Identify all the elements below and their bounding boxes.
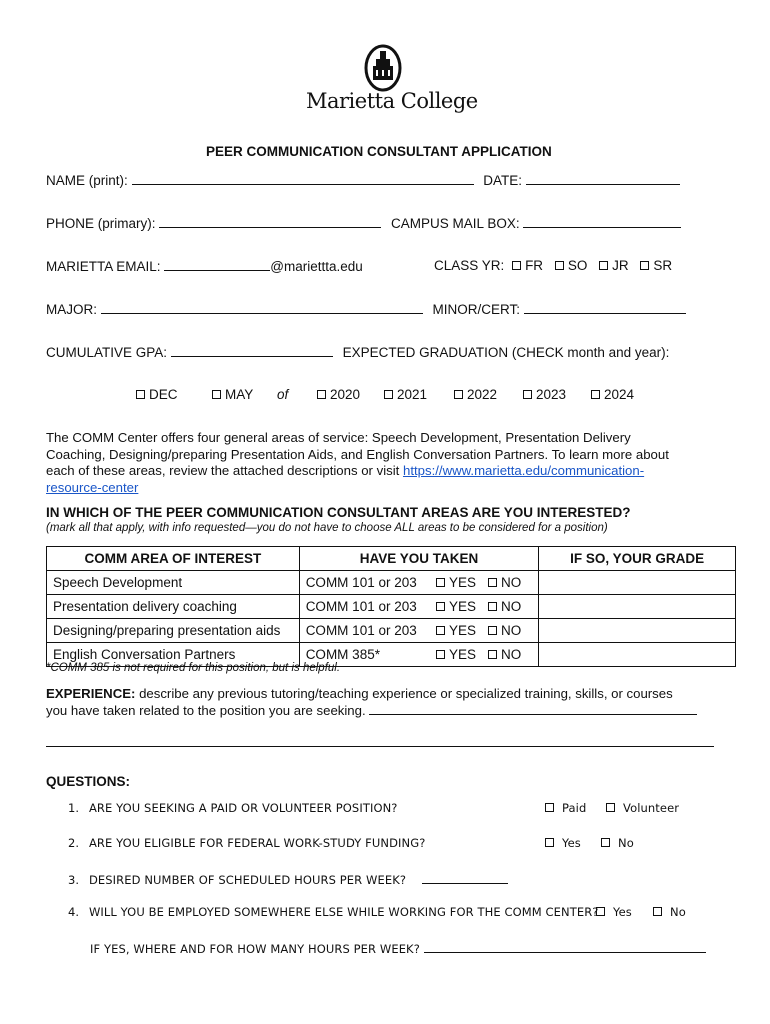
- checkbox-icon: [488, 602, 497, 611]
- date-field[interactable]: [526, 172, 680, 185]
- table-row: [47, 595, 736, 619]
- checkbox-icon: [555, 261, 564, 270]
- mailbox-label: CAMPUS MAIL BOX:: [391, 216, 520, 231]
- checkbox-icon: [488, 626, 497, 635]
- yes-no-cell: [430, 571, 539, 595]
- date-label: DATE:: [483, 173, 523, 188]
- checkbox-icon: [454, 390, 463, 399]
- yes-option[interactable]: YES: [436, 623, 476, 638]
- checkbox-icon: [317, 390, 326, 399]
- question-4: [68, 905, 599, 919]
- experience-text: describe any previous tutoring/teaching experience or specialized training, skills, or courses: [135, 686, 673, 701]
- yes-option[interactable]: YES: [436, 599, 476, 614]
- question-number: 3.: [68, 873, 80, 887]
- checkbox-icon: [436, 650, 445, 659]
- interest-table: [46, 546, 736, 667]
- yes-no-cell: [430, 619, 539, 643]
- experience-label: EXPERIENCE:: [46, 686, 136, 701]
- table-footnote: *COMM 385 is not required for this position, but is helpful.: [46, 662, 341, 674]
- question-number: 1.: [68, 801, 80, 815]
- class-year-group: [434, 258, 672, 273]
- class-year-label: CLASS YR:: [434, 258, 505, 273]
- area-cell: Presentation delivery coaching: [47, 595, 300, 619]
- area-cell: Designing/preparing presentation aids: [47, 619, 300, 643]
- class-sr-option[interactable]: SR: [640, 258, 672, 273]
- phone-row: [46, 215, 681, 231]
- intro-paragraph: [46, 430, 669, 496]
- grade-cell[interactable]: [539, 571, 736, 595]
- month-dec-option[interactable]: DEC: [136, 387, 178, 402]
- college-logo: [300, 44, 478, 116]
- month-may-option[interactable]: MAY: [212, 387, 253, 402]
- question-text: ARE YOU ELIGIBLE FOR FEDERAL WORK-STUDY FUNDING?: [88, 836, 426, 850]
- question-text: DESIRED NUMBER OF SCHEDULED HOURS PER WEEK?: [88, 873, 407, 887]
- checkbox-icon: [488, 650, 497, 659]
- major-label: MAJOR:: [46, 302, 98, 317]
- question-1: [68, 801, 398, 815]
- grade-cell[interactable]: [539, 595, 736, 619]
- other-job-yes-option[interactable]: Yes: [596, 905, 632, 919]
- class-jr-option[interactable]: JR: [599, 258, 629, 273]
- checkbox-icon: [640, 261, 649, 270]
- checkbox-icon: [591, 390, 600, 399]
- checkbox-icon: [545, 838, 554, 847]
- question-4-followup: [90, 940, 706, 956]
- checkbox-icon: [512, 261, 521, 270]
- yes-no-cell: [430, 643, 539, 667]
- table-header-row: [47, 547, 736, 571]
- questions-heading: QUESTIONS:: [46, 774, 131, 789]
- checkbox-icon: [136, 390, 145, 399]
- mailbox-field[interactable]: [523, 215, 681, 228]
- intro-line-2: Coaching, Designing/preparing Presentation Aids, and English Conversation Partners. To learn more about: [46, 446, 669, 462]
- experience-block: [46, 685, 697, 719]
- graduation-label: EXPECTED GRADUATION (CHECK month and year):: [342, 345, 670, 360]
- checkbox-icon: [488, 578, 497, 587]
- checkbox-icon: [384, 390, 393, 399]
- gpa-label: CUMULATIVE GPA:: [46, 345, 168, 360]
- year-2023-option[interactable]: 2023: [523, 387, 566, 402]
- year-2024-option[interactable]: 2024: [591, 387, 634, 402]
- course-cell: COMM 101 or 203: [299, 571, 430, 595]
- experience-field[interactable]: [369, 702, 697, 715]
- column-header-grade: IF SO, YOUR GRADE: [539, 547, 736, 571]
- major-row: [46, 301, 686, 317]
- email-domain: @mariettta.edu: [270, 259, 363, 274]
- gpa-field[interactable]: [171, 344, 333, 357]
- checkbox-icon: [523, 390, 532, 399]
- question-text: ARE YOU SEEKING A PAID OR VOLUNTEER POSITION?: [88, 801, 398, 815]
- question-number: 2.: [68, 836, 80, 850]
- intro-line-1: The COMM Center offers four general areas of service: Speech Development, Presentation Delivery: [46, 430, 631, 445]
- checkbox-icon: [606, 803, 615, 812]
- year-2021-option[interactable]: 2021: [384, 387, 427, 402]
- email-label: MARIETTA EMAIL:: [46, 259, 161, 274]
- email-field[interactable]: [164, 258, 270, 271]
- intro-line-3: each of these areas, review the attached descriptions or visit: [46, 463, 403, 478]
- no-option[interactable]: NO: [488, 647, 521, 662]
- hours-field[interactable]: [422, 871, 508, 884]
- of-word: of: [277, 387, 289, 402]
- class-so-option[interactable]: SO: [555, 258, 588, 273]
- course-cell: COMM 385*: [299, 643, 430, 667]
- course-cell: COMM 101 or 203: [299, 619, 430, 643]
- yes-option[interactable]: YES: [436, 575, 476, 590]
- email-row: [46, 258, 363, 274]
- comm-center-link-continued[interactable]: resource-center: [46, 479, 139, 495]
- phone-label: PHONE (primary):: [46, 216, 156, 231]
- minor-label: MINOR/CERT:: [432, 302, 521, 317]
- table-row: [47, 571, 736, 595]
- question-2: [68, 836, 425, 850]
- column-header-taken: HAVE YOU TAKEN: [299, 547, 539, 571]
- other-job-no-option[interactable]: No: [653, 905, 686, 919]
- no-option[interactable]: NO: [488, 575, 521, 590]
- checkbox-icon: [599, 261, 608, 270]
- table-row: [47, 619, 736, 643]
- grade-cell[interactable]: [539, 643, 736, 667]
- experience-field-line-2[interactable]: [46, 734, 714, 747]
- interest-subheading: (mark all that apply, with info requested—you do not have to choose ALL areas to be considered for a position): [46, 522, 608, 534]
- work-study-no-option[interactable]: No: [601, 836, 634, 850]
- question-number: 4.: [68, 905, 80, 919]
- checkbox-icon: [436, 626, 445, 635]
- column-header-area: COMM AREA OF INTEREST: [47, 547, 300, 571]
- area-cell: English Conversation Partners: [47, 643, 300, 667]
- year-2022-option[interactable]: 2022: [454, 387, 497, 402]
- checkbox-icon: [596, 907, 605, 916]
- yes-option[interactable]: YES: [436, 647, 476, 662]
- question-3: [68, 871, 508, 887]
- checkbox-icon: [436, 602, 445, 611]
- grade-cell[interactable]: [539, 619, 736, 643]
- area-cell: Speech Development: [47, 571, 300, 595]
- comm-center-link[interactable]: https://www.marietta.edu/communication-: [402, 463, 645, 478]
- name-field[interactable]: [132, 172, 474, 185]
- name-row: [46, 172, 680, 188]
- checkbox-icon: [436, 578, 445, 587]
- year-2020-option[interactable]: 2020: [317, 387, 360, 402]
- checkbox-icon: [212, 390, 221, 399]
- interest-heading: IN WHICH OF THE PEER COMMUNICATION CONSULTANT AREAS ARE YOU INTERESTED?: [46, 505, 631, 520]
- no-option[interactable]: NO: [488, 623, 521, 638]
- minor-field[interactable]: [524, 301, 686, 314]
- no-option[interactable]: NO: [488, 599, 521, 614]
- followup-field[interactable]: [424, 940, 706, 953]
- work-study-yes-option[interactable]: Yes: [545, 836, 581, 850]
- college-name: Marietta College: [306, 89, 478, 113]
- phone-field[interactable]: [159, 215, 381, 228]
- college-seal-icon: [363, 44, 403, 92]
- question-text: WILL YOU BE EMPLOYED SOMEWHERE ELSE WHILE WORKING FOR THE COMM CENTER?: [88, 905, 599, 919]
- name-label: NAME (print):: [46, 173, 128, 188]
- checkbox-icon: [653, 907, 662, 916]
- volunteer-option[interactable]: Volunteer: [606, 801, 679, 815]
- yes-no-cell: [430, 595, 539, 619]
- followup-text: IF YES, WHERE AND FOR HOW MANY HOURS PER WEEK?: [90, 942, 420, 956]
- checkbox-icon: [601, 838, 610, 847]
- major-field[interactable]: [101, 301, 423, 314]
- experience-text-2: you have taken related to the position you are seeking.: [46, 703, 366, 718]
- checkbox-icon: [545, 803, 554, 812]
- course-cell: COMM 101 or 203: [299, 595, 430, 619]
- page-title: PEER COMMUNICATION CONSULTANT APPLICATION: [206, 144, 552, 159]
- class-fr-option[interactable]: FR: [512, 258, 543, 273]
- gpa-row: [46, 344, 669, 360]
- paid-option[interactable]: Paid: [545, 801, 586, 815]
